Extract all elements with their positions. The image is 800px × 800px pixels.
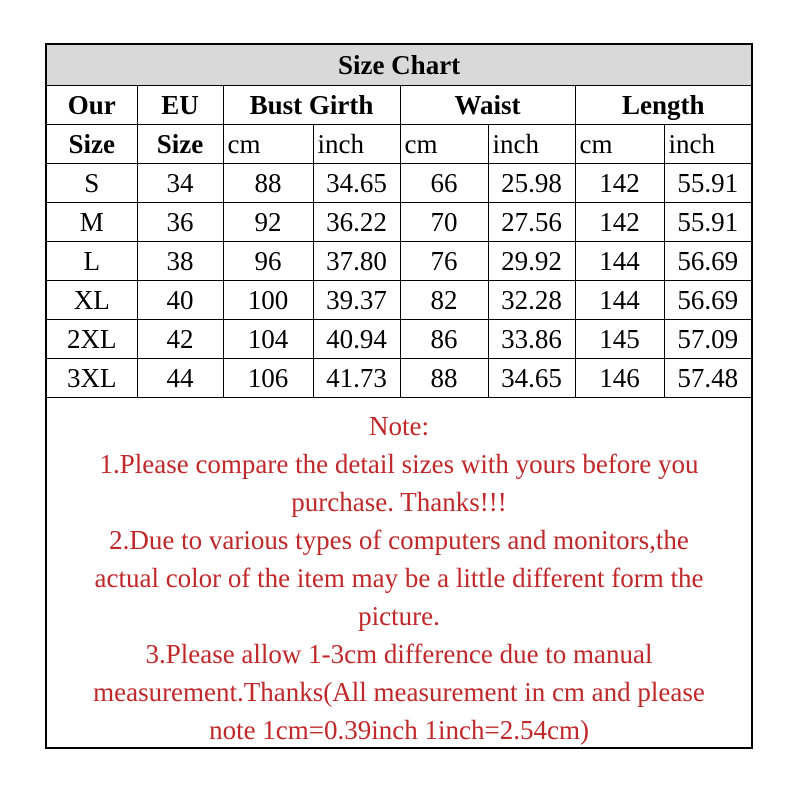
table-row xyxy=(47,359,751,398)
length-cm-header: cm xyxy=(575,125,664,164)
our-size-header-line2: Size xyxy=(47,125,137,164)
length-cm-cell: 142 xyxy=(575,164,664,203)
size-table xyxy=(47,45,751,398)
note-line: 2.Due to various types of computers and monitors,the xyxy=(109,525,689,555)
length-inch-cell: 57.09 xyxy=(664,320,751,359)
note-section xyxy=(47,399,751,747)
bust-cm-cell: 88 xyxy=(223,164,313,203)
waist-header: Waist xyxy=(400,86,575,125)
chart-title: Size Chart xyxy=(47,45,751,86)
bust-inch-header: inch xyxy=(313,125,400,164)
table-row xyxy=(47,242,751,281)
bust-inch-cell: 34.65 xyxy=(313,164,400,203)
waist-inch-cell: 29.92 xyxy=(488,242,575,281)
eu-size-header: EU xyxy=(137,86,223,125)
waist-inch-cell: 32.28 xyxy=(488,281,575,320)
note-line: measurement.Thanks(All measurement in cm and please xyxy=(93,677,705,707)
bust-cm-cell: 92 xyxy=(223,203,313,242)
note-line: purchase. Thanks!!! xyxy=(291,487,507,517)
eu-size-cell: 36 xyxy=(137,203,223,242)
size-cell: L xyxy=(47,242,137,281)
table-row xyxy=(47,320,751,359)
bust-cm-cell: 106 xyxy=(223,359,313,398)
eu-size-cell: 44 xyxy=(137,359,223,398)
waist-cm-cell: 66 xyxy=(400,164,488,203)
bust-girth-header: Bust Girth xyxy=(223,86,400,125)
length-cm-cell: 146 xyxy=(575,359,664,398)
length-inch-cell: 55.91 xyxy=(664,164,751,203)
length-cm-cell: 144 xyxy=(575,242,664,281)
length-inch-cell: 56.69 xyxy=(664,281,751,320)
length-cm-cell: 145 xyxy=(575,320,664,359)
bust-cm-header: cm xyxy=(223,125,313,164)
bust-cm-cell: 104 xyxy=(223,320,313,359)
waist-inch-cell: 33.86 xyxy=(488,320,575,359)
size-cell: M xyxy=(47,203,137,242)
note-line: 1.Please compare the detail sizes with yours before you xyxy=(99,449,699,479)
length-inch-cell: 56.69 xyxy=(664,242,751,281)
waist-cm-cell: 88 xyxy=(400,359,488,398)
our-size-header: Our xyxy=(47,86,137,125)
waist-cm-cell: 76 xyxy=(400,242,488,281)
table-row xyxy=(47,281,751,320)
length-cm-cell: 144 xyxy=(575,281,664,320)
length-cm-cell: 142 xyxy=(575,203,664,242)
size-cell: 2XL xyxy=(47,320,137,359)
note-heading: Note: xyxy=(369,411,429,441)
waist-inch-header: inch xyxy=(488,125,575,164)
length-inch-cell: 55.91 xyxy=(664,203,751,242)
waist-cm-cell: 86 xyxy=(400,320,488,359)
bust-inch-cell: 39.37 xyxy=(313,281,400,320)
bust-inch-cell: 37.80 xyxy=(313,242,400,281)
note-line: picture. xyxy=(358,601,440,631)
eu-size-cell: 42 xyxy=(137,320,223,359)
note-line: actual color of the item may be a little different form the xyxy=(94,563,704,593)
size-cell: S xyxy=(47,164,137,203)
waist-cm-cell: 82 xyxy=(400,281,488,320)
eu-size-header-line2: Size xyxy=(137,125,223,164)
bust-inch-cell: 41.73 xyxy=(313,359,400,398)
table-row xyxy=(47,164,751,203)
length-inch-cell: 57.48 xyxy=(664,359,751,398)
size-cell: 3XL xyxy=(47,359,137,398)
length-inch-header: inch xyxy=(664,125,751,164)
waist-cm-cell: 70 xyxy=(400,203,488,242)
size-chart xyxy=(45,43,753,749)
eu-size-cell: 40 xyxy=(137,281,223,320)
waist-cm-header: cm xyxy=(400,125,488,164)
waist-inch-cell: 34.65 xyxy=(488,359,575,398)
table-row xyxy=(47,203,751,242)
note-line: note 1cm=0.39inch 1inch=2.54cm) xyxy=(209,715,589,745)
bust-cm-cell: 96 xyxy=(223,242,313,281)
waist-inch-cell: 25.98 xyxy=(488,164,575,203)
bust-inch-cell: 36.22 xyxy=(313,203,400,242)
eu-size-cell: 34 xyxy=(137,164,223,203)
note-line: 3.Please allow 1-3cm difference due to manual xyxy=(145,639,653,669)
length-header: Length xyxy=(575,86,751,125)
eu-size-cell: 38 xyxy=(137,242,223,281)
size-rows xyxy=(47,164,751,398)
bust-cm-cell: 100 xyxy=(223,281,313,320)
bust-inch-cell: 40.94 xyxy=(313,320,400,359)
waist-inch-cell: 27.56 xyxy=(488,203,575,242)
size-cell: XL xyxy=(47,281,137,320)
